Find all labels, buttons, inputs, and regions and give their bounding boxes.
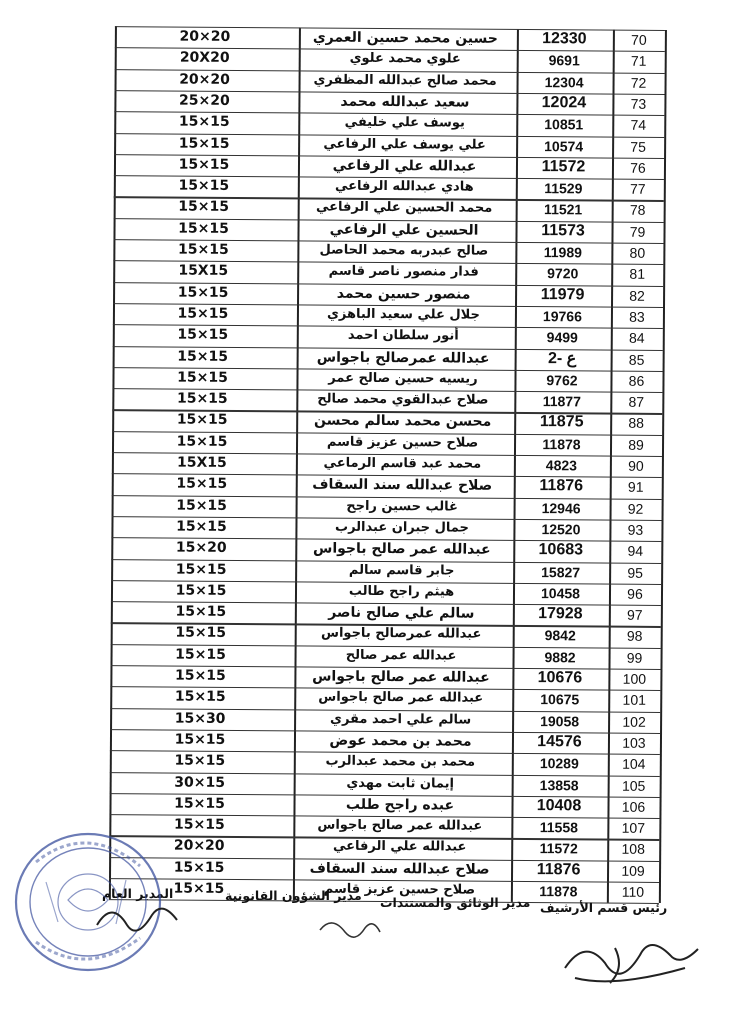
- row-size-cell: 15×15: [177, 369, 228, 386]
- row-name-cell: صلاح عبدالله سند السقاف: [312, 476, 493, 495]
- row-number-cell: 12330: [542, 30, 587, 48]
- row-number-cell: 12304: [544, 73, 584, 91]
- row-size-cell: 15X15: [176, 454, 227, 471]
- row-size-cell: 15×15: [177, 348, 229, 365]
- legal-director-label: مدير الشؤون القانونية: [225, 888, 362, 903]
- row-index-cell: 106: [621, 798, 646, 815]
- row-index-cell: 89: [628, 436, 644, 453]
- row-number-cell: 11572: [539, 840, 578, 857]
- row-index-cell: 93: [627, 521, 644, 538]
- row-index-cell: 81: [629, 266, 646, 283]
- row-size-cell: 15×15: [177, 326, 229, 344]
- row-name-cell: محمد بن محمد عوض: [329, 732, 472, 750]
- row-number-cell: 19058: [540, 712, 580, 729]
- row-name-cell: محمد بن محمد عبدالرب: [325, 753, 476, 770]
- row-number-cell: ع -2: [547, 349, 577, 367]
- row-number-cell: 10289: [539, 755, 579, 772]
- row-index-cell: 79: [629, 223, 646, 240]
- row-size-cell: 25×20: [179, 92, 230, 109]
- row-index-cell: 109: [621, 862, 645, 879]
- row-name-cell: عبدالله عمرصالح باجواس: [316, 349, 490, 367]
- row-number-cell: 12946: [541, 499, 581, 516]
- row-name-cell: عبدالله علي الرفاعي: [332, 839, 467, 856]
- row-name-cell: جمال جبران عبدالرب: [335, 519, 469, 536]
- row-name-cell: صلاح عبدالقوي محمد صالح: [317, 391, 489, 408]
- row-index-cell: 110: [621, 883, 645, 900]
- row-name-cell: حسين محمد حسين العمري: [312, 29, 498, 47]
- row-name-cell: أنور سلطان احمد: [347, 327, 459, 344]
- row-size-cell: 20×20: [173, 837, 225, 855]
- row-index-cell: 84: [628, 329, 645, 347]
- row-name-cell: عبدالله عمر صالح باجواس: [317, 817, 483, 834]
- row-number-cell: 11876: [536, 860, 581, 879]
- row-number-cell: 11875: [539, 413, 584, 431]
- row-number-cell: 15827: [541, 563, 581, 580]
- row-size-cell: 20×20: [179, 28, 231, 45]
- row-name-cell: عبدالله علي الرفاعي: [332, 157, 477, 175]
- row-number-cell: 9762: [546, 371, 578, 389]
- row-index-cell: 80: [629, 244, 646, 261]
- row-index-cell: 95: [627, 564, 643, 581]
- row-size-cell: 15×15: [177, 284, 229, 301]
- row-size-cell: 15×15: [174, 752, 226, 770]
- row-index-cell: 71: [630, 53, 647, 70]
- row-number-cell: 13858: [539, 776, 579, 793]
- row-number-cell: 11878: [542, 435, 581, 453]
- row-size-cell: 15×15: [176, 475, 228, 493]
- row-index-cell: 77: [629, 180, 646, 197]
- row-index-cell: 108: [621, 841, 645, 858]
- row-name-cell: عبده راجح طلب: [345, 796, 455, 814]
- row-size-cell: 15×15: [175, 582, 227, 599]
- row-name-cell: الحسين علي الرفاعي: [329, 221, 479, 239]
- general-director-label: المدير العام: [102, 886, 174, 901]
- row-index-cell: 72: [630, 74, 647, 91]
- row-size-cell: 15×15: [175, 603, 227, 621]
- row-size-cell: 15×15: [176, 433, 228, 450]
- row-index-cell: 87: [628, 393, 645, 410]
- row-size-cell: 15×15: [175, 646, 226, 663]
- row-name-cell: جلال علي سعيد الباهزي: [326, 306, 480, 323]
- row-size-cell: 20×20: [179, 71, 230, 88]
- row-number-cell: 11573: [541, 221, 585, 240]
- row-index-cell: 83: [629, 308, 645, 325]
- row-size-cell: 15×15: [173, 880, 225, 897]
- row-number-cell: 9691: [548, 52, 580, 69]
- row-number-cell: 11521: [544, 201, 583, 218]
- row-name-cell: فدار منصور ناصر قاسم: [328, 263, 479, 280]
- documents-director-signature-icon: [315, 910, 385, 950]
- row-number-cell: 11878: [539, 883, 578, 900]
- row-number-cell: 10851: [544, 116, 584, 133]
- row-size-cell: 15×15: [175, 667, 226, 684]
- row-name-cell: صلاح حسين عزيز قاسم: [326, 434, 479, 451]
- row-index-cell: 74: [630, 116, 647, 134]
- archive-head-signature-icon: [555, 918, 705, 998]
- row-index-cell: 78: [629, 202, 646, 219]
- row-index-cell: 86: [628, 372, 645, 389]
- row-number-cell: 11979: [540, 285, 585, 304]
- row-number-cell: 12520: [541, 521, 581, 538]
- row-number-cell: 11877: [542, 393, 581, 410]
- row-size-cell: 30×15: [174, 774, 226, 791]
- row-number-cell: 11989: [543, 244, 583, 261]
- row-index-cell: 102: [622, 713, 646, 730]
- row-size-cell: 15×15: [176, 497, 228, 514]
- row-name-cell: غالب حسين راجح: [346, 498, 459, 515]
- row-index-cell: 75: [630, 138, 646, 155]
- row-size-cell: 15×15: [178, 177, 230, 195]
- row-size-cell: 15×15: [176, 518, 227, 535]
- row-size-cell: 15×20: [175, 539, 227, 557]
- row-number-cell: 11529: [544, 180, 583, 197]
- row-size-cell: 15×30: [174, 710, 226, 727]
- documents-director-label: مدير الوثائق والمستندات: [380, 895, 531, 910]
- row-size-cell: 15×15: [173, 859, 225, 876]
- row-size-cell: 15×15: [175, 624, 227, 642]
- row-number-cell: 9882: [544, 648, 576, 666]
- row-number-cell: 19766: [542, 308, 582, 325]
- row-size-cell: 15×15: [177, 241, 229, 258]
- row-index-cell: 107: [621, 819, 646, 836]
- row-number-cell: 10458: [540, 584, 581, 602]
- row-number-cell: 12024: [541, 94, 587, 112]
- row-name-cell: يوسف علي خليفي: [344, 114, 465, 131]
- row-index-cell: 92: [627, 500, 644, 517]
- table-column-border: [109, 26, 117, 899]
- row-name-cell: سعيد عبدالله محمد: [340, 93, 470, 111]
- row-name-cell: هيثم راجح طالب: [348, 583, 455, 600]
- row-size-cell: 15×15: [178, 198, 230, 216]
- row-number-cell: 4823: [545, 457, 578, 474]
- row-number-cell: 10683: [538, 541, 584, 559]
- row-index-cell: 103: [622, 734, 646, 751]
- row-index-cell: 91: [627, 479, 644, 496]
- row-index-cell: 82: [629, 287, 645, 304]
- row-name-cell: ريسيه حسين صالح عمر: [328, 370, 478, 387]
- row-name-cell: صلاح حسين عزيز قاسم: [323, 881, 476, 898]
- row-size-cell: 15×15: [174, 795, 225, 812]
- general-director-signature-icon: [92, 895, 182, 945]
- row-index-cell: 105: [621, 777, 646, 794]
- row-index-cell: 97: [627, 606, 643, 623]
- row-size-cell: 15×15: [178, 113, 230, 131]
- row-index-cell: 70: [631, 31, 647, 48]
- row-index-cell: 99: [626, 649, 643, 666]
- row-name-cell: عبدالله عمرصالح باجواس: [320, 625, 482, 643]
- row-name-cell: عبدالله عمر صالح باجواس: [318, 689, 484, 707]
- row-index-cell: 73: [630, 95, 647, 112]
- row-name-cell: عبدالله عمر صالح باجواس: [312, 668, 490, 686]
- row-number-cell: 11558: [539, 819, 579, 836]
- row-size-cell: 15×15: [174, 731, 226, 748]
- row-name-cell: محسن محمد سالم محسن: [313, 412, 492, 431]
- row-number-cell: 11876: [539, 477, 584, 495]
- row-index-cell: 76: [630, 159, 646, 176]
- row-size-cell: 15×15: [176, 411, 228, 429]
- row-name-cell: محمد صالح عبدالله المظفري: [313, 72, 497, 89]
- row-name-cell: سالم علي احمد مقري: [330, 711, 472, 728]
- row-name-cell: منصور حسين محمد: [336, 285, 471, 303]
- row-index-cell: 85: [628, 351, 645, 368]
- row-name-cell: عبدالله عمر صالح باجواس: [312, 540, 491, 558]
- row-number-cell: 9499: [546, 329, 578, 346]
- row-name-cell: هادي عبدالله الرفاعي: [334, 178, 474, 195]
- row-size-cell: 15×15: [178, 135, 230, 152]
- row-number-cell: 14576: [537, 732, 582, 751]
- row-index-cell: 90: [628, 457, 644, 474]
- row-number-cell: 10676: [537, 669, 583, 687]
- row-size-cell: 15×15: [178, 220, 229, 237]
- row-name-cell: علي يوسف علي الرفاعي: [323, 136, 486, 153]
- archive-head-label: رئيس قسم الأرشيف: [540, 900, 668, 915]
- row-name-cell: سالم علي صالح ناصر: [328, 604, 475, 622]
- row-number-cell: 11572: [541, 157, 586, 176]
- row-name-cell: علوي محمد علوي: [349, 51, 461, 67]
- row-number-cell: 9842: [544, 627, 576, 644]
- row-index-cell: 94: [627, 542, 644, 560]
- row-size-cell: 15×15: [178, 156, 230, 173]
- row-size-cell: 15×15: [176, 390, 228, 408]
- row-index-cell: 88: [628, 415, 645, 432]
- row-size-cell: 15×15: [177, 305, 229, 322]
- row-index-cell: 101: [622, 691, 646, 709]
- row-size-cell: 15×15: [173, 816, 225, 834]
- row-name-cell: محمد عبد قاسم الرماعي: [323, 455, 482, 472]
- row-number-cell: 9720: [547, 265, 579, 282]
- row-number-cell: 10675: [540, 691, 580, 708]
- row-name-cell: صالح عبدربه محمد الحاصل: [319, 242, 489, 259]
- row-name-cell: عبدالله عمر صالح: [345, 647, 457, 664]
- row-index-cell: 96: [627, 585, 643, 602]
- row-size-cell: 20X20: [179, 49, 230, 67]
- row-index-cell: 104: [622, 755, 646, 773]
- row-number-cell: 10574: [544, 137, 584, 154]
- row-name-cell: إيمان ثابت مهدي: [346, 775, 454, 792]
- row-name-cell: محمد الحسين علي الرفاعي: [315, 199, 493, 217]
- row-number-cell: 10408: [536, 796, 582, 815]
- row-number-cell: 17928: [538, 605, 583, 623]
- row-size-cell: 15×15: [175, 561, 227, 578]
- row-size-cell: 15×15: [174, 688, 226, 706]
- row-name-cell: جابر قاسم سالم: [348, 562, 455, 579]
- row-size-cell: 15X15: [178, 262, 229, 280]
- row-index-cell: 98: [626, 628, 643, 645]
- row-name-cell: صلاح عبدالله سند السقاف: [309, 860, 490, 878]
- row-index-cell: 100: [622, 670, 647, 687]
